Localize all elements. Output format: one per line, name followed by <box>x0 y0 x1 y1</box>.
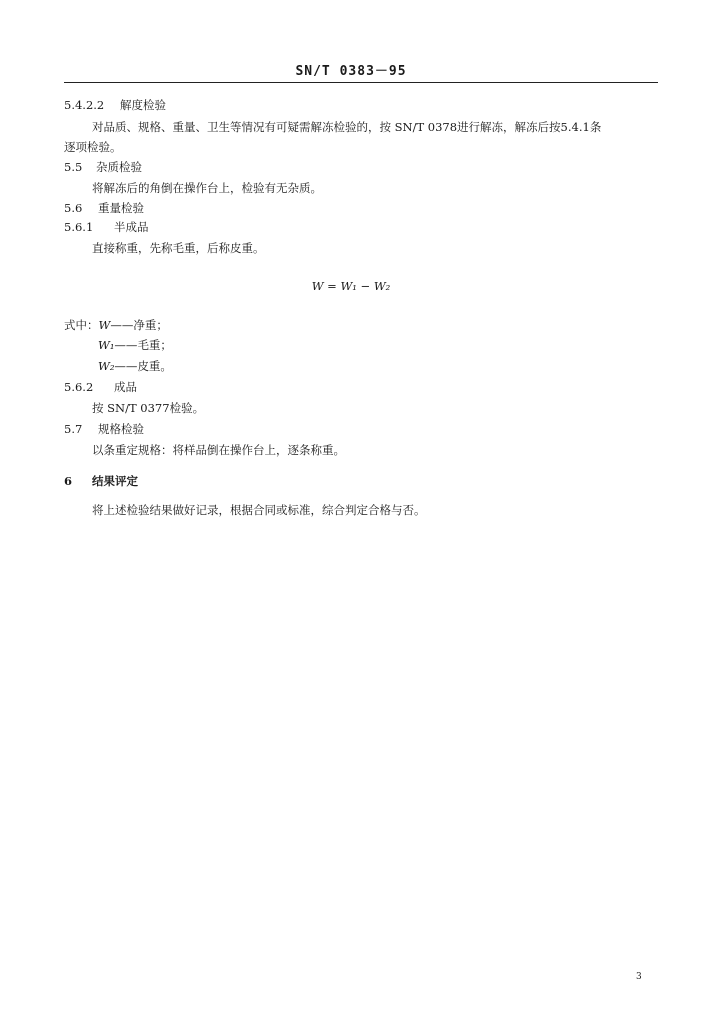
meaning: 皮重。 <box>137 359 172 373</box>
section-heading-5-7 <box>64 422 144 436</box>
page-number: 3 <box>636 972 642 982</box>
section-number: 5.6 <box>64 201 83 215</box>
formula-definition-net <box>64 318 168 332</box>
section-number: 5.5 <box>64 160 83 174</box>
section-number: 5.6.2 <box>64 380 94 394</box>
section-number: 6 <box>64 474 73 488</box>
section-heading-5-6-1 <box>64 220 149 234</box>
symbol: W₁—— <box>98 338 138 352</box>
section-title: 解度检验 <box>120 98 166 112</box>
meaning: 净重； <box>133 318 168 332</box>
section-title: 重量检验 <box>98 201 144 215</box>
meaning: 毛重； <box>137 338 172 352</box>
formula-definition-gross <box>98 338 172 352</box>
paragraph-6: 将上述检验结果做好记录，根据合同或标准，综合判定合格与否。 <box>92 503 426 517</box>
section-heading-5-5 <box>64 160 142 174</box>
formula-definition-tare <box>98 359 172 373</box>
section-title: 结果评定 <box>92 474 138 488</box>
paragraph-5-4-2-2-line1: 对品质、规格、重量、卫生等情况有可疑需解冻检验的，按 SN/T 0378进行解冻，解冻后按5.4.1条 <box>92 120 602 134</box>
paragraph-5-6-2: 按 SN/T 0377检验。 <box>92 401 205 415</box>
section-heading-5-6-2 <box>64 380 137 394</box>
section-heading-6 <box>64 474 138 488</box>
section-title: 成品 <box>114 380 137 394</box>
section-title: 半成品 <box>114 220 149 234</box>
section-number: 5.6.1 <box>64 220 94 234</box>
weight-formula: W = W₁ − W₂ <box>311 279 391 293</box>
where-label: 式中： <box>64 318 99 332</box>
paragraph-5-7: 以条重定规格：将样品倒在操作台上，逐条称重。 <box>92 443 345 457</box>
section-heading-5-6 <box>64 201 144 215</box>
paragraph-5-5: 将解冻后的角倒在操作台上，检验有无杂质。 <box>92 181 322 195</box>
symbol: W—— <box>98 318 134 332</box>
symbol: W₂—— <box>98 359 138 373</box>
section-number: 5.4.2.2 <box>64 98 105 112</box>
header-rule <box>64 82 658 83</box>
paragraph-5-6-1: 直接称重，先称毛重，后称皮重。 <box>92 241 265 255</box>
document-code-header: SN/T 0383－95 <box>295 64 407 79</box>
paragraph-5-4-2-2-line2: 逐项检验。 <box>64 140 122 154</box>
section-number: 5.7 <box>64 422 83 436</box>
section-title: 规格检验 <box>98 422 144 436</box>
section-heading-5-4-2-2 <box>64 98 166 112</box>
section-title: 杂质检验 <box>96 160 142 174</box>
